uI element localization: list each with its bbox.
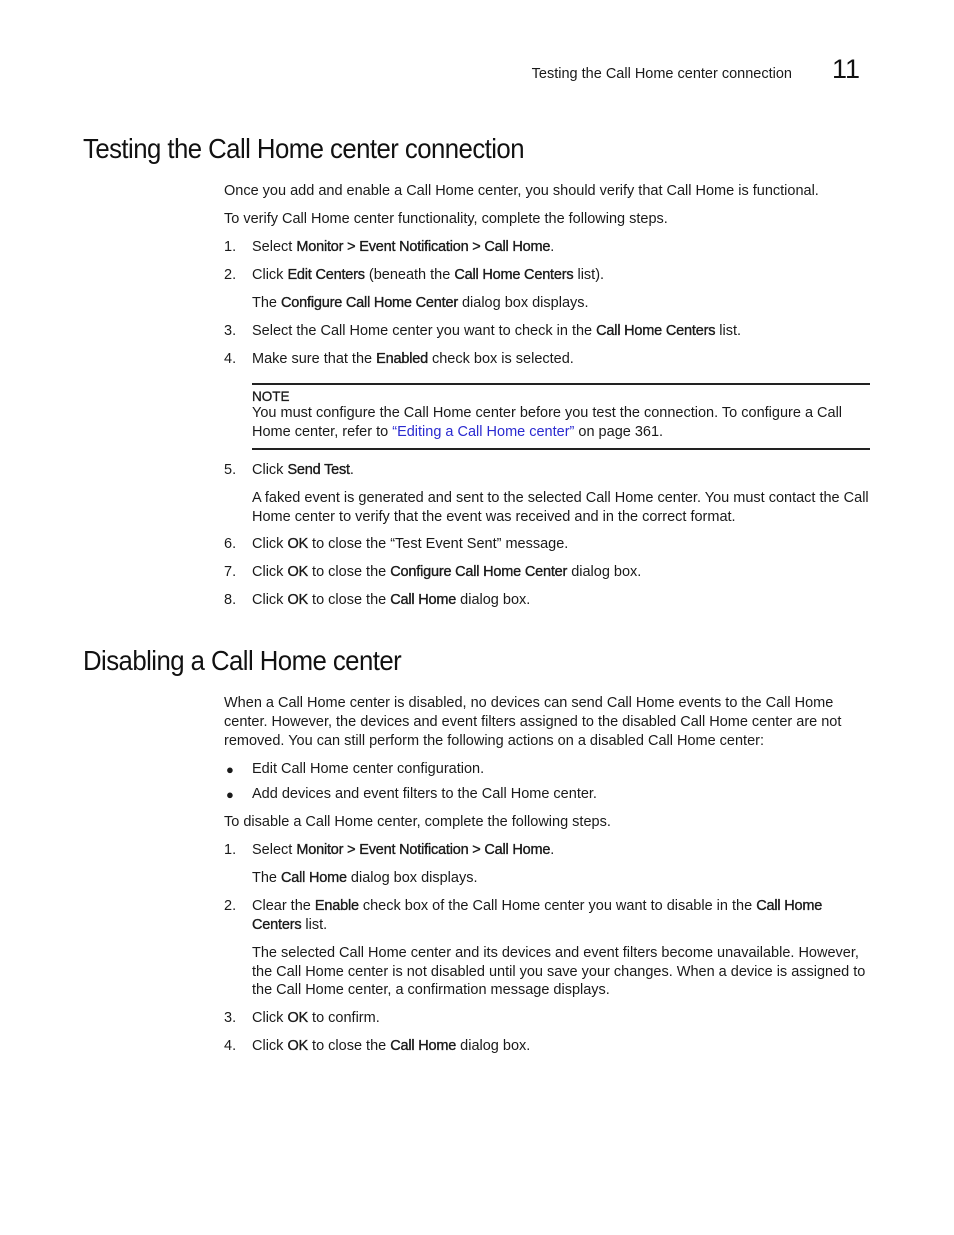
step-number: 7. — [224, 564, 237, 580]
steps-intro: To verify Call Home center functionality, complete the following steps. — [224, 211, 668, 227]
ui-label: OK — [287, 1038, 309, 1054]
step-text: Click OK to close the “Test Event Sent” message. — [252, 536, 569, 552]
step-result: The selected Call Home center and its devices and event filters become unavailable. However, — [252, 945, 859, 961]
step-text: Clear the Enable check box of the Call Home center you want to disable in the Call Home — [252, 898, 823, 914]
step-text: Click Edit Centers (beneath the Call Home Centers list). — [252, 267, 605, 283]
ui-label: Configure Call Home Center — [390, 564, 568, 580]
step-text: Click OK to confirm. — [252, 1010, 380, 1026]
ui-label: Call Home — [390, 1038, 457, 1054]
step-result: the Call Home center, a confirmation message displays. — [252, 982, 610, 998]
ui-label: Configure Call Home Center — [281, 295, 458, 311]
ui-label: OK — [287, 1010, 309, 1026]
ui-label: Enabled — [376, 351, 428, 367]
cross-reference-link[interactable]: “Editing a Call Home center” — [392, 424, 575, 440]
running-header — [0, 54, 954, 94]
step-number: 5. — [224, 462, 237, 478]
step-number: 3. — [224, 1010, 237, 1026]
note-bottom-rule — [252, 448, 870, 450]
step-number: 1. — [224, 239, 237, 255]
step-number: 4. — [224, 351, 237, 367]
ui-label: Call Home — [390, 592, 457, 608]
ui-label: OK — [287, 592, 309, 608]
step-number: 3. — [224, 323, 237, 339]
step-text: Select Monitor > Event Notification > Call Home. — [252, 239, 555, 255]
ui-label: Call Home — [756, 898, 823, 914]
step-text: Click OK to close the Configure Call Home Center dialog box. — [252, 564, 642, 580]
steps-intro: To disable a Call Home center, complete the following steps. — [224, 814, 611, 830]
step-number: 1. — [224, 842, 237, 858]
section-title-testing: Testing the Call Home center connection — [83, 133, 524, 164]
note-text: You must configure the Call Home center before you test the connection. To configure a Call — [252, 405, 843, 421]
ui-label: Call Home Centers — [454, 267, 574, 283]
chapter-number: 11 — [832, 54, 861, 84]
intro-paragraph: When a Call Home center is disabled, no devices can send Call Home events to the Call Home — [224, 695, 834, 711]
step-result: the Call Home center is not disabled until you save your changes. When a device is assigned to — [252, 964, 866, 980]
note-label: NOTE — [252, 389, 290, 404]
step-number: 8. — [224, 592, 237, 608]
intro-paragraph: center. However, the devices and event filters assigned to the disabled Call Home center are not — [224, 714, 842, 730]
step-result: The Call Home dialog box displays. — [252, 870, 478, 886]
step-text: Click Send Test. — [252, 462, 354, 478]
step-text: Click OK to close the Call Home dialog box. — [252, 1038, 531, 1054]
bullet-icon: ● — [226, 762, 234, 777]
intro-paragraph: removed. You can still perform the following actions on a disabled Call Home center: — [224, 733, 765, 749]
ui-path: Monitor > Event Notification > Call Home — [296, 842, 551, 858]
bullet-icon: ● — [226, 787, 234, 802]
step-number: 2. — [224, 267, 237, 283]
ui-label: Enable — [314, 898, 359, 914]
step-text: Select Monitor > Event Notification > Call Home. — [252, 842, 555, 858]
ui-label: Call Home Centers — [596, 323, 716, 339]
step-text: Click OK to close the Call Home dialog box. — [252, 592, 531, 608]
bullet-text: Edit Call Home center configuration. — [252, 761, 485, 777]
ui-label: Call Home — [281, 870, 347, 886]
running-title: Testing the Call Home center connection — [531, 66, 792, 82]
note-top-rule — [252, 383, 870, 385]
intro-paragraph: Once you add and enable a Call Home center, you should verify that Call Home is functional. — [224, 183, 819, 199]
step-number: 6. — [224, 536, 237, 552]
step-result: The Configure Call Home Center dialog box displays. — [252, 295, 589, 311]
ui-label: Edit Centers — [287, 267, 365, 283]
step-number: 2. — [224, 898, 237, 914]
ui-path: Monitor > Event Notification > Call Home — [296, 239, 551, 255]
ui-label: OK — [287, 564, 309, 580]
step-text: Make sure that the Enabled check box is selected. — [252, 351, 574, 367]
ui-label: OK — [287, 536, 309, 552]
step-text: Centers list. — [252, 917, 328, 933]
ui-label: Centers — [252, 917, 302, 933]
section-title-disabling: Disabling a Call Home center — [83, 645, 402, 676]
note-text: Home center, refer to “Editing a Call Home center” on page 361. — [252, 424, 664, 440]
ui-label: Send Test — [287, 462, 350, 478]
step-result: A faked event is generated and sent to the selected Call Home center. You must contact the Call Home center to verify that the event was received and in the correct format. — [252, 490, 869, 525]
bullet-text: Add devices and event filters to the Call Home center. — [252, 786, 597, 802]
step-number: 4. — [224, 1038, 237, 1054]
step-text: Select the Call Home center you want to check in the Call Home Centers list. — [252, 323, 742, 339]
